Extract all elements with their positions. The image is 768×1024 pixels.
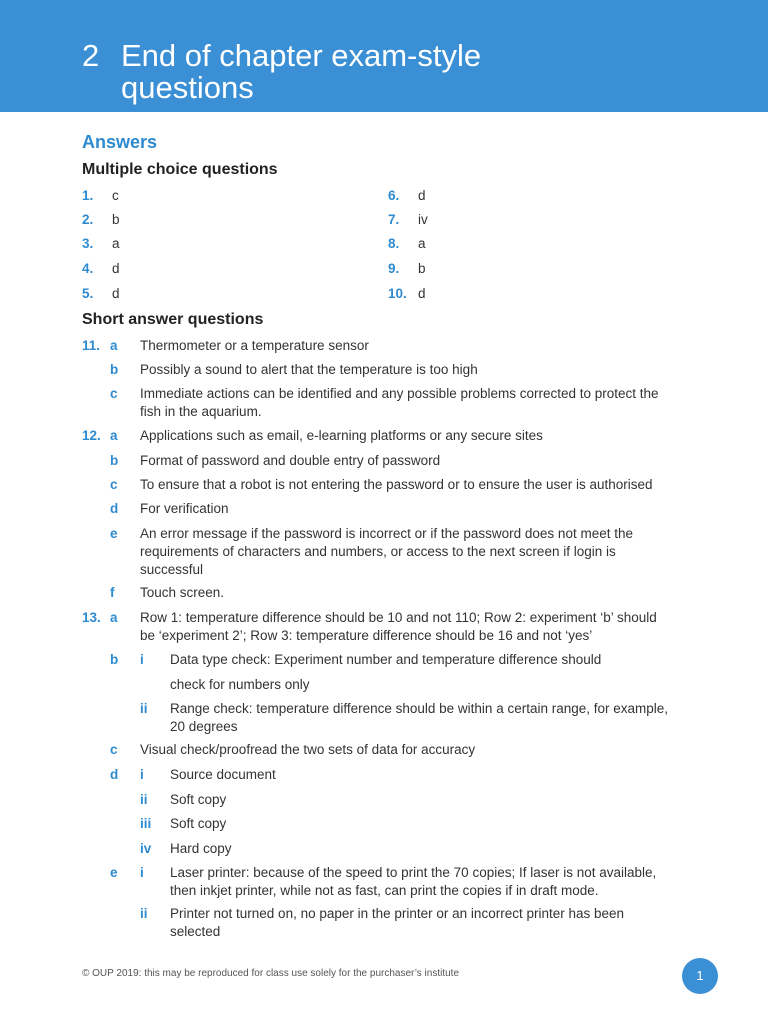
answer-text: Range check: temperature difference should be within a certain range, for example,: [170, 701, 669, 716]
part-label: e: [110, 865, 118, 880]
subpart-label: iv: [140, 841, 152, 856]
answer-text: Printer not turned on, no paper in the printer or an incorrect printer has been: [170, 906, 625, 921]
chapter-title-line1: End of chapter exam-style: [121, 38, 482, 73]
part-label: f: [110, 585, 115, 600]
answer-text: Soft copy: [170, 816, 227, 831]
question-number: 11.: [82, 338, 101, 353]
mcq-item: 3. a: [82, 236, 120, 251]
subpart-label: ii: [140, 792, 148, 807]
subpart-label: ii: [140, 906, 148, 921]
part-label: c: [110, 477, 118, 492]
answer-text: Source document: [170, 767, 276, 782]
answer-text: Row 1: temperature difference should be 10 and not 110; Row 2: experiment ‘b’ should: [140, 610, 657, 625]
part-label: a: [110, 610, 118, 625]
subpart-label: i: [140, 767, 144, 782]
part-label: d: [110, 501, 119, 516]
answer-text: fish in the aquarium.: [140, 404, 262, 419]
answer-text: Soft copy: [170, 792, 227, 807]
answer-text: successful: [140, 562, 204, 577]
part-label: c: [110, 386, 118, 401]
part-label: b: [110, 453, 119, 468]
answers-heading: Answers: [82, 132, 158, 152]
mcq-item: 6. d: [388, 188, 426, 203]
answer-text: selected: [170, 924, 221, 939]
mcq-item: 9. b: [388, 261, 426, 276]
answer-text: 20 degrees: [170, 719, 238, 734]
mcq-item: 1. c: [82, 188, 119, 203]
mcq-item: 7. iv: [388, 212, 428, 227]
page-number: 1: [682, 958, 718, 994]
answer-text: Format of password and double entry of password: [140, 453, 441, 468]
answer-text: Thermometer or a temperature sensor: [140, 338, 369, 353]
answer-text: check for numbers only: [170, 677, 310, 692]
chapter-title-line2: questions: [121, 70, 254, 105]
mcq-item: 10. d: [388, 286, 426, 301]
subpart-label: i: [140, 652, 144, 667]
mcq-item: 5. d: [82, 286, 120, 301]
answer-text: then inkjet printer, while not as fast, can print the copies if in draft mode.: [170, 883, 599, 898]
subpart-label: ii: [140, 701, 148, 716]
mcq-item: 8. a: [388, 236, 426, 251]
answer-text: Possibly a sound to alert that the temperature is too high: [140, 362, 478, 377]
part-label: b: [110, 652, 119, 667]
question-number: 13.: [82, 610, 101, 625]
answer-text: An error message if the password is incorrect or if the password does not meet the: [140, 526, 633, 541]
answer-text: Immediate actions can be identified and any possible problems corrected to protect the: [140, 386, 659, 401]
answer-text: Applications such as email, e-learning platforms or any secure sites: [140, 428, 543, 443]
chapter-banner: [0, 0, 768, 112]
subpart-label: i: [140, 865, 144, 880]
answer-text: For verification: [140, 501, 229, 516]
mcq-heading: Multiple choice questions: [82, 161, 278, 178]
short-answer-heading: Short answer questions: [82, 311, 264, 328]
part-label: b: [110, 362, 119, 377]
chapter-number: 2: [82, 38, 100, 73]
answer-text: Laser printer: because of the speed to print the 70 copies; If laser is not available,: [170, 865, 657, 880]
part-label: a: [110, 428, 118, 443]
answer-text: requirements of characters and numbers, or access to the next screen if login is: [140, 544, 616, 559]
footer-copyright: © OUP 2019: this may be reproduced for class use solely for the purchaser’s institute: [82, 968, 460, 979]
part-label: c: [110, 742, 118, 757]
chapter-title: [121, 40, 721, 104]
answer-text: be ‘experiment 2’; Row 3: temperature difference should be 16 and not ‘yes’: [140, 628, 593, 643]
answer-text: Visual check/proofread the two sets of data for accuracy: [140, 742, 476, 757]
part-label: e: [110, 526, 118, 541]
answer-text: Data type check: Experiment number and temperature difference should: [170, 652, 602, 667]
mcq-item: 2. b: [82, 212, 120, 227]
answer-text: Hard copy: [170, 841, 232, 856]
mcq-item: 4. d: [82, 261, 120, 276]
part-label: d: [110, 767, 119, 782]
answer-text: To ensure that a robot is not entering the password or to ensure the user is authorised: [140, 477, 653, 492]
subpart-label: iii: [140, 816, 152, 831]
answer-text: Touch screen.: [140, 585, 225, 600]
question-number: 12.: [82, 428, 101, 443]
part-label: a: [110, 338, 118, 353]
